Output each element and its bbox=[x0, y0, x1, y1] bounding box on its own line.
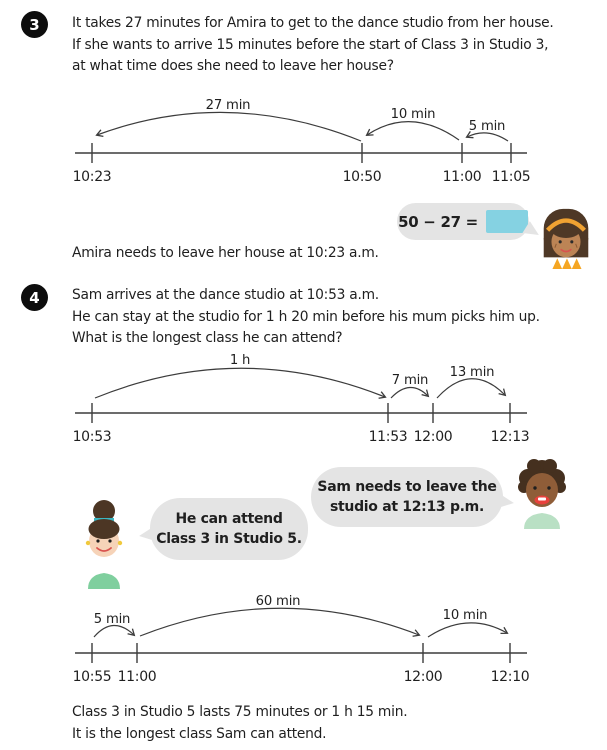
tick-label-12-13: 12:13 bbox=[490, 429, 530, 445]
arc-60-min bbox=[140, 608, 419, 636]
attend-speech-line-2: Class 3 in Studio 5. bbox=[156, 531, 302, 547]
arc-1-h bbox=[95, 368, 385, 398]
sam-shirt bbox=[524, 513, 560, 529]
sam-avatar bbox=[513, 457, 571, 529]
arc-label-27-min: 27 min bbox=[205, 98, 251, 113]
arc-5-min bbox=[467, 133, 508, 141]
sam-speech-line-1: Sam needs to leave the bbox=[317, 479, 497, 495]
tick-label-10-50: 10:50 bbox=[342, 169, 382, 185]
attend-speech-bubble bbox=[150, 498, 308, 560]
question-3-line-2: If she wants to arrive 15 minutes before the start of Class 3 in Studio 3, bbox=[72, 36, 549, 53]
question-4-line-3: What is the longest class he can attend? bbox=[72, 330, 343, 346]
arc-10-min bbox=[367, 122, 459, 140]
working-expression: 50 − 27 = bbox=[398, 212, 478, 231]
tick-label-12-00b: 12:00 bbox=[403, 669, 443, 685]
tick-label-11-05: 11:05 bbox=[491, 169, 531, 185]
question-4-badge: 4 bbox=[21, 284, 48, 311]
sam-speech-bubble bbox=[311, 467, 503, 527]
arc-label-5-min: 5 min bbox=[468, 119, 506, 134]
tick-label-10-55: 10:55 bbox=[72, 669, 112, 685]
arc-13-min bbox=[437, 379, 505, 398]
answer-4-line-1: Class 3 in Studio 5 lasts 75 minutes or 1 h 15 min. bbox=[72, 704, 408, 720]
girl-earring-right bbox=[118, 541, 122, 545]
question-4-text bbox=[72, 285, 540, 350]
tick-label-11-53: 11:53 bbox=[368, 429, 408, 445]
answer-4-text bbox=[72, 702, 407, 745]
amira-collar bbox=[552, 258, 581, 269]
arc-27-min bbox=[97, 112, 361, 141]
arc-5-min-b bbox=[94, 625, 134, 637]
arc-label-7-min: 7 min bbox=[391, 373, 429, 388]
tick-label-10-53: 10:53 bbox=[72, 429, 112, 445]
arc-7-min bbox=[391, 387, 428, 398]
tick-label-12-10: 12:10 bbox=[490, 669, 530, 685]
arc-label-5-min-b: 5 min bbox=[93, 612, 131, 627]
arc-label-10-min: 10 min bbox=[390, 107, 436, 122]
arc-label-60-min: 60 min bbox=[255, 594, 301, 609]
number-line-diagram-2 bbox=[0, 345, 607, 450]
tick-label-12-00: 12:00 bbox=[413, 429, 453, 445]
question-3-badge: 3 bbox=[21, 11, 48, 38]
answer-input-box[interactable] bbox=[486, 210, 528, 233]
answer-3-text: Amira needs to leave her house at 10:23 a.m. bbox=[72, 245, 379, 261]
tick-label-11-00: 11:00 bbox=[442, 169, 482, 185]
sam-speech-line-2: studio at 12:13 p.m. bbox=[329, 499, 484, 515]
girl-bun-avatar bbox=[74, 499, 134, 589]
number-line-diagram-1 bbox=[0, 85, 607, 190]
arc-10-min-b bbox=[428, 623, 507, 637]
question-4-line-2: He can stay at the studio for 1 h 20 min before his mum picks him up. bbox=[72, 308, 540, 325]
attend-speech-line-1: He can attend bbox=[175, 511, 283, 527]
working-speech-bubble bbox=[397, 203, 529, 240]
arc-label-1-h: 1 h bbox=[229, 353, 251, 368]
bubble-tail bbox=[138, 527, 155, 543]
tick-label-10-23: 10:23 bbox=[72, 169, 112, 185]
question-3-line-3: at what time does she need to leave her house? bbox=[72, 58, 394, 74]
number-line-diagram-3 bbox=[0, 585, 607, 690]
question-4-line-1: Sam arrives at the dance studio at 10:53 a.m. bbox=[72, 287, 379, 303]
question-3-line-1: It takes 27 minutes for Amira to get to the dance studio from her house. bbox=[72, 15, 554, 31]
arc-label-13-min: 13 min bbox=[449, 365, 495, 380]
answer-4-line-2: It is the longest class Sam can attend. bbox=[72, 725, 327, 742]
arc-label-10-min-b: 10 min bbox=[442, 608, 488, 623]
question-3-text bbox=[72, 13, 554, 78]
tick-label-11-00b: 11:00 bbox=[117, 669, 157, 685]
amira-avatar bbox=[535, 205, 597, 269]
girl-earring-left bbox=[86, 541, 90, 545]
